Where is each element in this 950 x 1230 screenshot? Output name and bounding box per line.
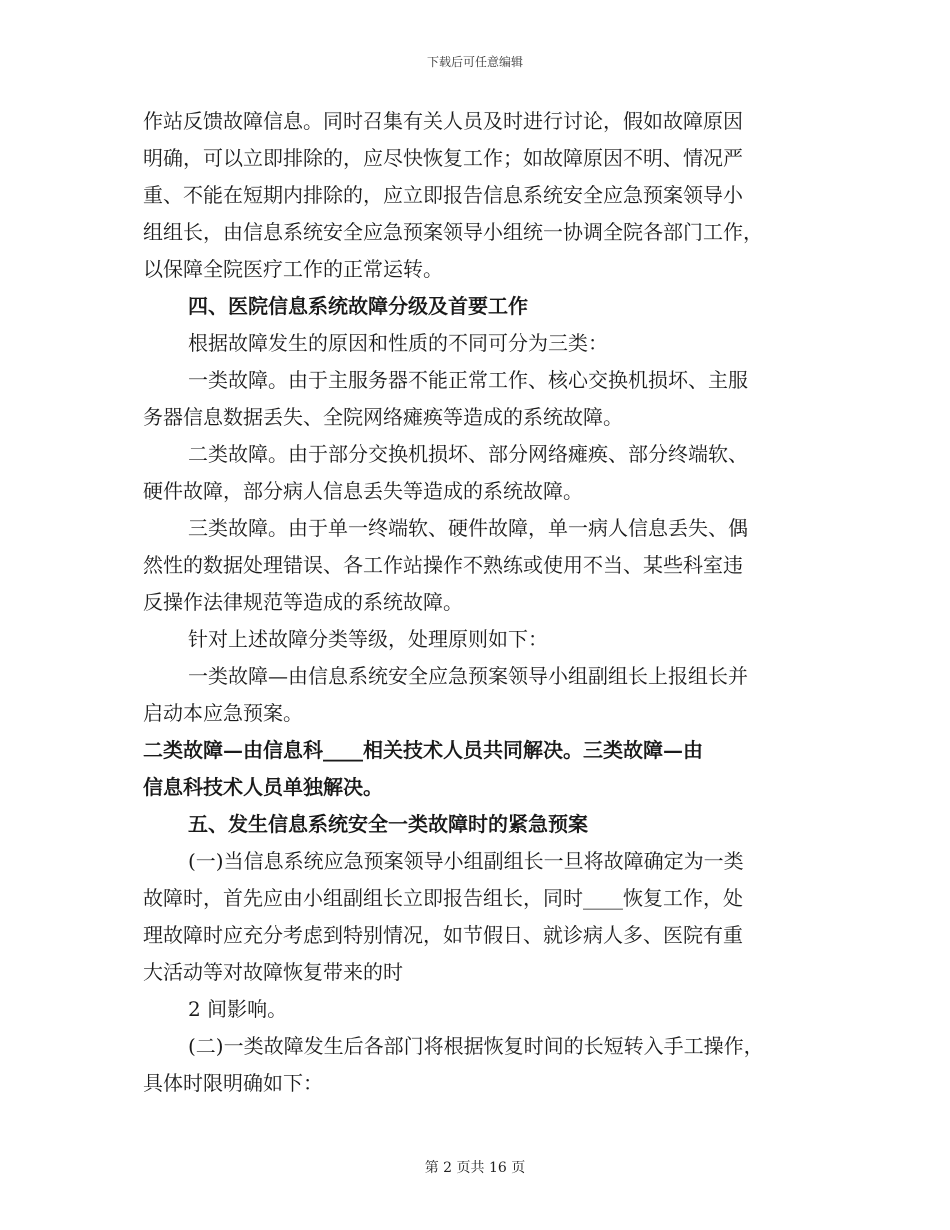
page-footer: 第 2 页共 16 页: [424, 1160, 526, 1176]
paragraph-line: 组组长，由信息系统安全应急预案领导小组统一协调全院各部门工作，: [143, 220, 763, 244]
paragraph-line: (一)当信息系统应急预案领导小组副组长一旦将故障确定为一类: [188, 849, 744, 873]
paragraph-line: 务器信息数据丢失、全院网络瘫痪等造成的系统故障。: [143, 405, 623, 429]
paragraph-line: 明确，可以立即排除的，应尽快恢复工作；如故障原因不明、情况严: [143, 146, 743, 170]
section-heading-line: 信息科技术人员单独解决。: [143, 775, 383, 799]
page-header: 下载后可任意编辑: [426, 55, 523, 69]
document-body: [143, 103, 809, 1102]
paragraph-line: 一类故障—由信息系统安全应急预案领导小组副组长上报组长并: [188, 664, 748, 688]
paragraph-line: 大活动等对故障恢复带来的时: [143, 960, 403, 984]
paragraph-line: 故障时，首先应由小组副组长立即报告组长，同时____恢复工作，处: [143, 886, 743, 910]
section-heading-line: 四、医院信息系统故障分级及首要工作: [188, 294, 528, 318]
section-heading-line: 五、发生信息系统安全一类故障时的紧急预案: [188, 812, 588, 836]
paragraph-line: 针对上述故障分类等级，处理原则如下：: [188, 627, 548, 651]
paragraph-line: 然性的数据处理错误、各工作站操作不熟练或使用不当、某些科室违: [143, 553, 743, 577]
paragraph-line: 具体时限明确如下：: [143, 1071, 323, 1095]
paragraph-line: 启动本应急预案。: [143, 701, 303, 725]
paragraph-line: 理故障时应充分考虑到特别情况，如节假日、就诊病人多、医院有重: [143, 923, 743, 947]
paragraph-line: 重、不能在短期内排除的，应立即报告信息系统安全应急预案领导小: [143, 183, 743, 207]
paragraph-line: 三类故障。由于单一终端软、硬件故障，单一病人信息丢失、偶: [188, 516, 748, 540]
paragraph-line: 作站反馈故障信息。同时召集有关人员及时进行讨论，假如故障原因: [143, 109, 743, 133]
paragraph-line: 2 间影响。: [188, 997, 288, 1021]
paragraph-line: 反操作法律规范等造成的系统故障。: [143, 590, 463, 614]
paragraph-line: 二类故障。由于部分交换机损坏、部分网络瘫痪、部分终端软、: [188, 442, 748, 466]
paragraph-line: 硬件故障，部分病人信息丢失等造成的系统故障。: [143, 479, 583, 503]
paragraph-line: 以保障全院医疗工作的正常运转。: [143, 257, 443, 281]
section-heading-line: 二类故障—由信息科____相关技术人员共同解决。三类故障—由: [143, 738, 703, 762]
paragraph-line: (二)一类故障发生后各部门将根据恢复时间的长短转入手工操作，: [188, 1034, 764, 1058]
paragraph-line: 一类故障。由于主服务器不能正常工作、核心交换机损坏、主服: [188, 368, 748, 392]
paragraph-line: 根据故障发生的原因和性质的不同可分为三类：: [188, 331, 608, 355]
